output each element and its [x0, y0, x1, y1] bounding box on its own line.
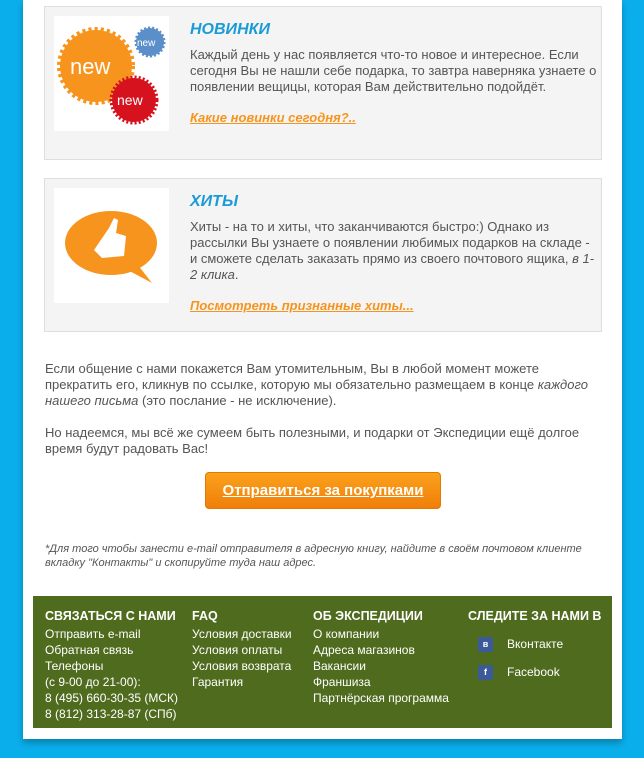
footer-heading: ОБ ЭКСПЕДИЦИИ — [313, 609, 423, 623]
text: (это послание - не исключение). — [138, 393, 337, 408]
phones-label: Телефоны — [45, 659, 104, 673]
social-label: Facebook — [507, 665, 560, 679]
facebook-link[interactable] — [478, 664, 601, 680]
faq-link[interactable]: Гарантия — [192, 675, 244, 689]
hits-link[interactable]: Посмотреть признанные хиты... — [190, 298, 414, 313]
send-email-link[interactable]: Отправить e-mail — [45, 627, 141, 641]
footer-heading: СВЯЗАТЬСЯ С НАМИ — [45, 609, 176, 623]
footer-heading: СЛЕДИТЕ ЗА НАМИ В — [468, 609, 602, 623]
unsubscribe-paragraph — [45, 361, 605, 409]
card-text-em: в 1-2 клика — [190, 251, 595, 282]
new-items-link[interactable]: Какие новинки сегодня?.. — [190, 110, 356, 125]
about-link[interactable]: О компании — [313, 627, 380, 641]
hope-paragraph: Но надеемся, мы всё же сумеем быть полезными, и подарки от Экспедиции ещё долгое время будут радовать Вас! — [45, 425, 580, 456]
text-em: каждого нашего письма — [45, 377, 588, 408]
phone-spb: 8 (812) 313-28-87 (СПб) — [45, 707, 177, 721]
footer-faq — [192, 608, 292, 690]
card-title: ХИТЫ — [190, 193, 238, 210]
card-hits — [44, 178, 602, 332]
vk-link[interactable] — [478, 636, 601, 652]
badge-text: new — [70, 54, 111, 79]
social-label: Вконтакте — [507, 637, 564, 651]
footer-contact — [45, 608, 178, 722]
footer-about — [313, 608, 449, 706]
email-panel — [23, 0, 622, 739]
vk-icon: в — [478, 637, 493, 652]
new-badges-image — [54, 16, 169, 131]
card-text-end: . — [234, 267, 239, 282]
text: Если общение с нами покажется Вам утомительным, Вы в любой момент можете прекратить его, кликнув по ссылке, которую мы обязательно размещаем в конце — [45, 361, 539, 392]
card-text: Каждый день у нас появляется что-то новое и интересное. Если сегодня Вы не нашли себе подарка, то завтра наверняка узнаете о появлении вещицы, которая Вам действительно подойдёт. — [190, 47, 597, 94]
about-link[interactable]: Партнёрская программа — [313, 691, 449, 705]
badge-text: new — [137, 38, 156, 49]
card-text-main: Хиты - на то и хиты, что заканчиваются быстро:) Однако из рассылки Вы узнаете о появлении любимых подарков на складе - и сможете сделать заказать прямо из своего почтового ящика, — [190, 219, 590, 266]
about-link[interactable]: Адреса магазинов — [313, 643, 415, 657]
about-link[interactable]: Франшиза — [313, 675, 371, 689]
badge-text: new — [117, 92, 143, 108]
shop-button[interactable]: Отправиться за покупками — [205, 472, 441, 509]
card-title: НОВИНКИ — [190, 21, 270, 38]
faq-link[interactable]: Условия оплаты — [192, 643, 283, 657]
phones-hours: (с 9-00 до 21-00): — [45, 675, 141, 689]
about-link[interactable]: Вакансии — [313, 659, 366, 673]
card-text — [190, 219, 600, 283]
footer-social — [468, 608, 601, 680]
thumbs-up-icon — [54, 188, 169, 303]
footer — [33, 596, 612, 728]
card-new — [44, 6, 602, 160]
footer-heading: FAQ — [192, 609, 218, 623]
phone-msk: 8 (495) 660-30-35 (МСК) — [45, 691, 179, 705]
facebook-icon: f — [478, 665, 493, 680]
address-book-note: *Для того чтобы занести e-mail отправителя в адресную книгу, найдите в своём почтовом клиенте вкладку "Контакты" и скопируйте туда наш адрес. — [45, 543, 582, 569]
faq-link[interactable]: Условия возврата — [192, 659, 292, 673]
faq-link[interactable]: Условия доставки — [192, 627, 292, 641]
feedback-link[interactable]: Обратная связь — [45, 643, 134, 657]
